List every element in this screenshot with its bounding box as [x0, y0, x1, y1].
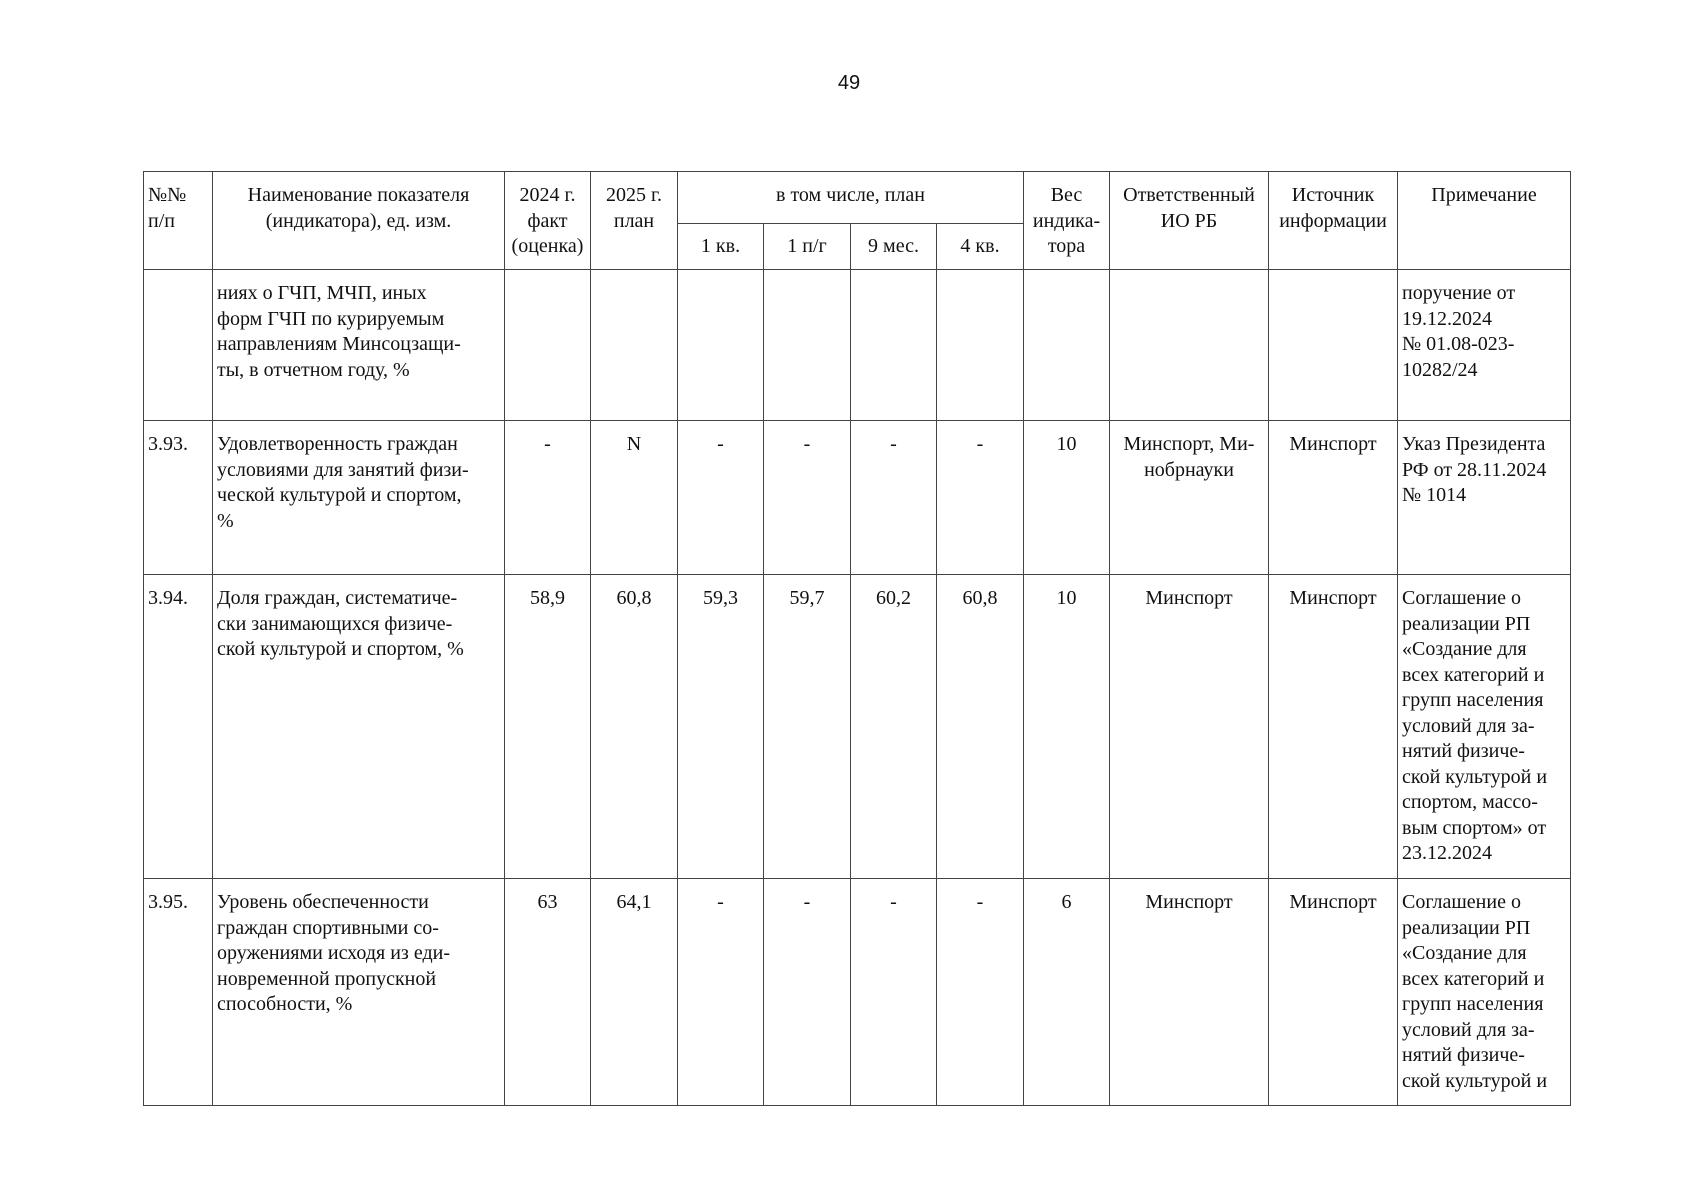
row-responsible: Минспорт — [1110, 575, 1269, 879]
row-num — [144, 270, 213, 421]
row-weight: 10 — [1024, 421, 1110, 575]
row-fact-2024: - — [505, 421, 591, 575]
header-name: Наименование показателя (индикатора), ед. изм. — [213, 172, 505, 270]
row-source: Минспорт — [1269, 421, 1398, 575]
row-plan-2025 — [591, 270, 678, 421]
row-q4: - — [937, 879, 1024, 1106]
table-row — [144, 270, 1571, 421]
row-num: 3.95. — [144, 879, 213, 1106]
row-h1 — [764, 270, 851, 421]
table-row — [144, 421, 1571, 575]
row-note: поручение от 19.12.2024 № 01.08-023- 10282/24 — [1398, 270, 1571, 421]
row-num: 3.94. — [144, 575, 213, 879]
header-weight: Вес индика- тора — [1024, 172, 1110, 270]
table-row — [144, 879, 1571, 1106]
row-9m: 60,2 — [851, 575, 937, 879]
page-number: 49 — [837, 72, 861, 94]
row-weight: 10 — [1024, 575, 1110, 879]
row-responsible: Минспорт, Ми- нобрнауки — [1110, 421, 1269, 575]
row-q1: - — [678, 879, 764, 1106]
row-9m — [851, 270, 937, 421]
header-row — [144, 172, 1571, 224]
row-name: ниях о ГЧП, МЧП, иных форм ГЧП по курируемым направлениям Минсоцзащи- ты, в отчетном году, % — [213, 270, 505, 421]
row-note: Указ Президента РФ от 28.11.2024 № 1014 — [1398, 421, 1571, 575]
header-note: Примечание — [1398, 172, 1571, 270]
row-plan-2025: N — [591, 421, 678, 575]
row-weight: 6 — [1024, 879, 1110, 1106]
header-including-plan: в том числе, план — [678, 172, 1024, 224]
row-name: Уровень обеспеченности граждан спортивными со- оружениями исходя из еди- новременной пропускной способности, % — [213, 879, 505, 1106]
row-plan-2025: 64,1 — [591, 879, 678, 1106]
header-9m: 9 мес. — [851, 224, 937, 270]
row-responsible: Минспорт — [1110, 879, 1269, 1106]
row-h1: - — [764, 879, 851, 1106]
row-9m: - — [851, 421, 937, 575]
row-q1: - — [678, 421, 764, 575]
header-responsible: Ответственный ИО РБ — [1110, 172, 1269, 270]
header-q1: 1 кв. — [678, 224, 764, 270]
row-q4: - — [937, 421, 1024, 575]
row-q1 — [678, 270, 764, 421]
row-q1: 59,3 — [678, 575, 764, 879]
row-name: Доля граждан, систематиче- ски занимающихся физиче- ской культурой и спортом, % — [213, 575, 505, 879]
row-h1: - — [764, 421, 851, 575]
row-num: 3.93. — [144, 421, 213, 575]
indicators-table — [143, 171, 1571, 1106]
row-q4 — [937, 270, 1024, 421]
row-note: Соглашение о реализации РП «Создание для всех категорий и групп населения условий для за- нятий физиче- ской культурой и — [1398, 879, 1571, 1106]
header-source: Источник информации — [1269, 172, 1398, 270]
header-h1: 1 п/г — [764, 224, 851, 270]
row-fact-2024: 63 — [505, 879, 591, 1106]
row-weight — [1024, 270, 1110, 421]
header-plan-2025: 2025 г. план — [591, 172, 678, 270]
row-source — [1269, 270, 1398, 421]
row-fact-2024 — [505, 270, 591, 421]
row-q4: 60,8 — [937, 575, 1024, 879]
row-h1: 59,7 — [764, 575, 851, 879]
row-source: Минспорт — [1269, 879, 1398, 1106]
row-note: Соглашение о реализации РП «Создание для всех категорий и групп населения условий для за- нятий физиче- ской культурой и спортом, массо- вым спортом» от 23.12.2024 — [1398, 575, 1571, 879]
row-plan-2025: 60,8 — [591, 575, 678, 879]
row-name: Удовлетворенность граждан условиями для занятий физи- ческой культурой и спортом, % — [213, 421, 505, 575]
row-responsible — [1110, 270, 1269, 421]
header-num: №№ п/п — [144, 172, 213, 270]
header-q4: 4 кв. — [937, 224, 1024, 270]
row-9m: - — [851, 879, 937, 1106]
table-row — [144, 575, 1571, 879]
row-fact-2024: 58,9 — [505, 575, 591, 879]
row-source: Минспорт — [1269, 575, 1398, 879]
header-fact-2024: 2024 г. факт (оценка) — [505, 172, 591, 270]
